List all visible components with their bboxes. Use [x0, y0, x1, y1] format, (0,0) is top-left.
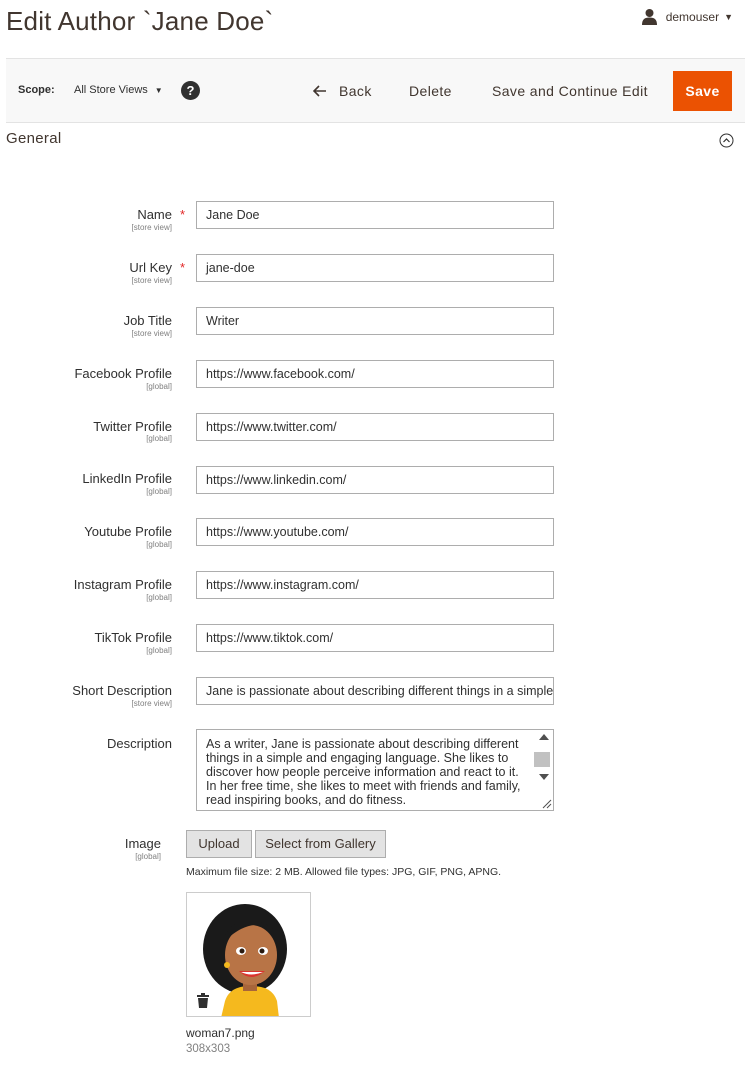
- scroll-thumb[interactable]: [534, 752, 550, 767]
- upload-button[interactable]: Upload: [186, 830, 252, 858]
- linkedin-input[interactable]: https://www.linkedin.com/: [196, 466, 554, 494]
- required-marker: *: [180, 207, 186, 222]
- file-size-note: Maximum file size: 2 MB. Allowed file types: JPG, GIF, PNG, APNG.: [186, 866, 502, 878]
- help-icon[interactable]: ?: [181, 81, 200, 100]
- short-description-label: Short Description: [72, 683, 172, 698]
- page-title: Edit Author `Jane Doe`: [6, 6, 274, 36]
- save-button[interactable]: Save: [673, 71, 732, 111]
- name-label: Name: [137, 207, 172, 222]
- facebook-label: Facebook Profile: [74, 366, 172, 381]
- scroll-up-icon[interactable]: [539, 734, 549, 740]
- image-file-dimensions: 308x303: [186, 1043, 231, 1055]
- image-file-name: woman7.png: [186, 1026, 255, 1040]
- tiktok-scope: [global]: [146, 646, 172, 655]
- back-button[interactable]: [313, 83, 372, 99]
- required-marker: *: [180, 260, 186, 275]
- twitter-input[interactable]: https://www.twitter.com/: [196, 413, 554, 441]
- user-icon: [641, 8, 658, 25]
- page-actions-toolbar: [6, 58, 745, 123]
- scope-label: Scope:: [18, 84, 55, 96]
- chevron-down-icon: ▼: [154, 85, 163, 95]
- short-description-input[interactable]: Jane is passionate about describing different things in a simple: [196, 677, 554, 705]
- scope-value: All Store Views: [74, 84, 148, 96]
- twitter-label: Twitter Profile: [93, 419, 172, 434]
- arrow-left-icon: [313, 85, 327, 97]
- name-input[interactable]: Jane Doe: [196, 201, 554, 229]
- linkedin-scope: [global]: [146, 487, 172, 496]
- twitter-scope: [global]: [146, 434, 172, 443]
- url-key-input[interactable]: jane-doe: [196, 254, 554, 282]
- instagram-scope: [global]: [146, 593, 172, 602]
- youtube-scope: [global]: [146, 540, 172, 549]
- select-from-gallery-button[interactable]: Select from Gallery: [255, 830, 386, 858]
- scope-switcher[interactable]: [74, 84, 163, 96]
- instagram-label: Instagram Profile: [73, 577, 172, 592]
- job-title-scope: [store view]: [131, 329, 172, 338]
- user-menu[interactable]: [641, 8, 733, 25]
- short-description-scope: [store view]: [131, 699, 172, 708]
- collapse-icon[interactable]: [719, 133, 734, 148]
- chevron-down-icon: ▼: [724, 11, 733, 22]
- tiktok-label: TikTok Profile: [94, 630, 172, 645]
- name-scope: [store view]: [131, 223, 172, 232]
- job-title-label: Job Title: [123, 313, 172, 328]
- scroll-down-icon[interactable]: [539, 774, 549, 780]
- linkedin-label: LinkedIn Profile: [82, 471, 172, 486]
- image-scope: [global]: [135, 852, 161, 861]
- description-label: Description: [106, 736, 172, 751]
- youtube-input[interactable]: https://www.youtube.com/: [196, 518, 554, 546]
- job-title-input[interactable]: Writer: [196, 307, 554, 335]
- save-and-continue-button[interactable]: Save and Continue Edit: [492, 83, 648, 99]
- resize-grip-icon[interactable]: [541, 798, 552, 809]
- section-title[interactable]: General: [6, 130, 62, 147]
- facebook-input[interactable]: https://www.facebook.com/: [196, 360, 554, 388]
- description-textarea[interactable]: As a writer, Jane is passionate about describing different things in a simple and engaging language. She likes to discover how people perceive information and react to it. In her free time, she likes to meet with friends and family, read inspiring books, and do fitness.: [196, 729, 554, 811]
- delete-button[interactable]: Delete: [409, 83, 452, 99]
- tiktok-input[interactable]: https://www.tiktok.com/: [196, 624, 554, 652]
- instagram-input[interactable]: https://www.instagram.com/: [196, 571, 554, 599]
- url-key-scope: [store view]: [131, 276, 172, 285]
- username: demouser: [665, 9, 720, 24]
- image-label: Image: [124, 836, 161, 851]
- url-key-label: Url Key: [129, 260, 172, 275]
- facebook-scope: [global]: [146, 382, 172, 391]
- back-label: Back: [339, 83, 372, 99]
- trash-icon[interactable]: [197, 993, 209, 1008]
- youtube-label: Youtube Profile: [84, 524, 172, 539]
